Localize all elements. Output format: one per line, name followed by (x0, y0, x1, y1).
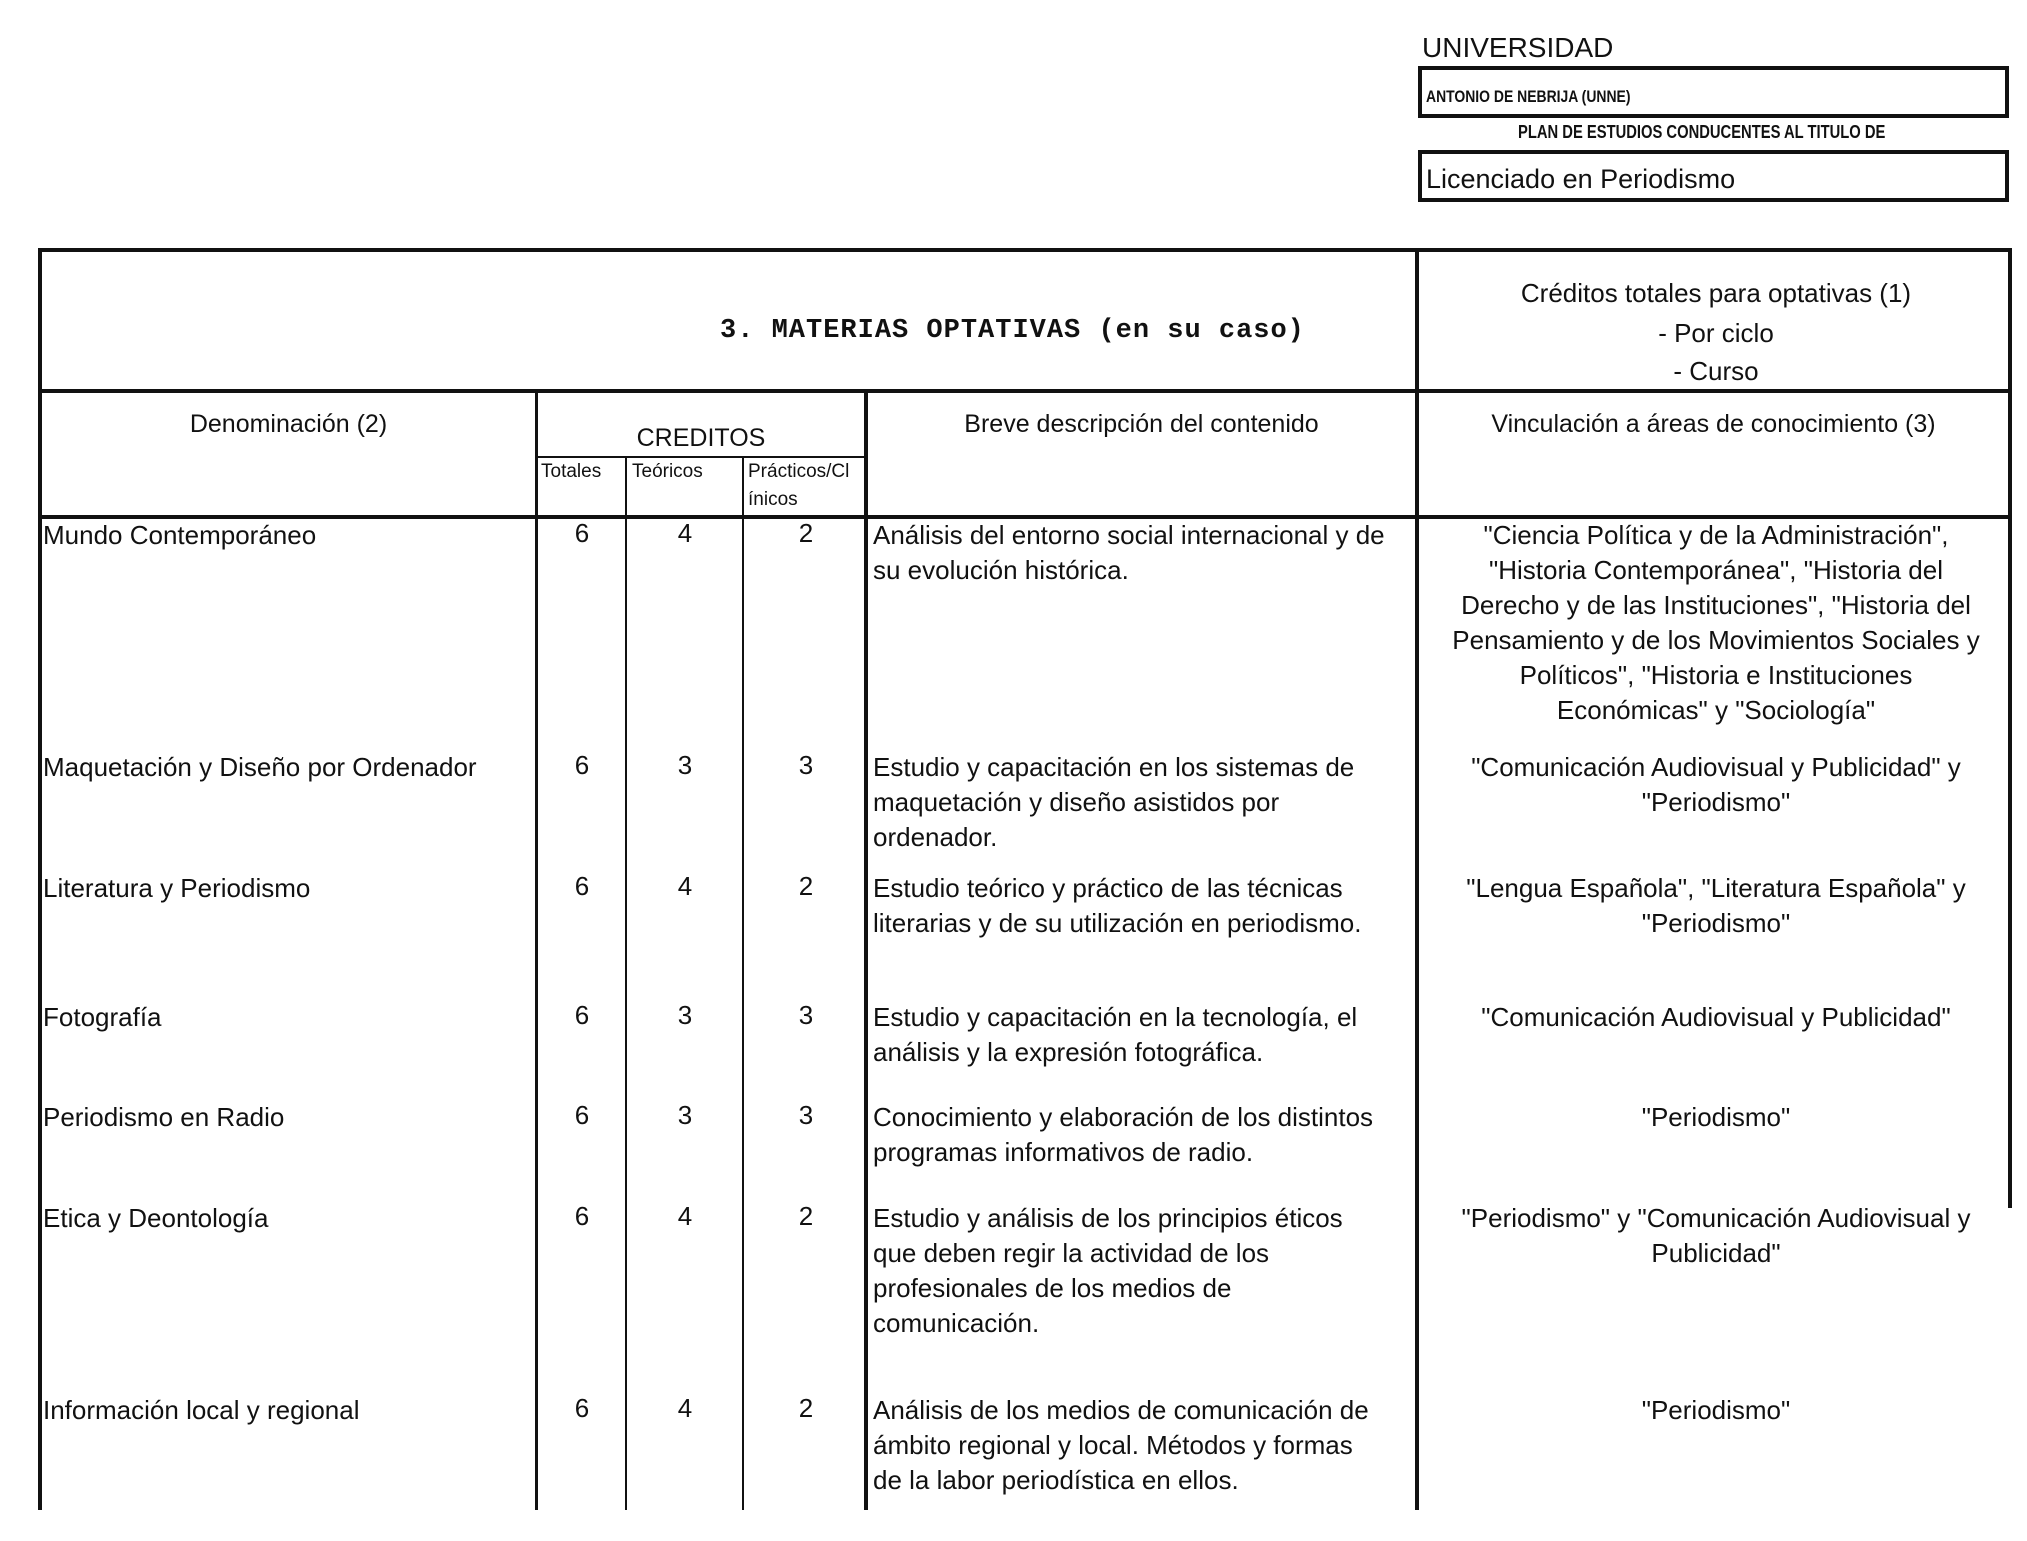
credits-practicos: 2 (798, 1201, 814, 1231)
description-line: su evolución histórica. (873, 555, 1129, 585)
area-line: "Periodismo" (1641, 908, 1791, 938)
plan-label: PLAN DE ESTUDIOS CONDUCENTES AL TITULO DE (1518, 122, 1886, 142)
content-description (873, 1000, 1423, 1070)
area-line: "Periodismo" (1641, 1102, 1791, 1132)
description-line: Análisis del entorno social internacional y de (873, 520, 1385, 550)
area-line: "Ciencia Política y de la Administración", (1483, 520, 1949, 550)
description-line: análisis y la expresión fotográfica. (873, 1037, 1264, 1067)
area-line: "Periodismo" y "Comunicación Audiovisual y (1461, 1203, 1971, 1233)
degree-title: Licenciado en Periodismo (1426, 164, 1736, 194)
university-label: UNIVERSIDAD (1422, 32, 1614, 63)
table-top-border (38, 248, 2012, 252)
description-line: Estudio teórico y práctico de las técnicas (873, 873, 1343, 903)
subject-name: Fotografía (43, 1002, 162, 1032)
area-line: "Periodismo" (1641, 1395, 1791, 1425)
description-line: ordenador. (873, 822, 998, 852)
credits-teoricos: 4 (677, 1201, 693, 1231)
description-line: Estudio y capacitación en los sistemas de (873, 752, 1355, 782)
column-divider-descripcion (864, 389, 868, 1510)
table-right-border (2008, 248, 2012, 1208)
description-line: ámbito regional y local. Métodos y formas (873, 1430, 1353, 1460)
header-denominacion: Denominación (2) (189, 410, 388, 438)
column-divider-totales (535, 389, 538, 1510)
column-divider-teoricos (625, 458, 627, 1510)
subject-name: Etica y Deontología (43, 1203, 269, 1233)
description-line: Análisis de los medios de comunicación de (873, 1395, 1369, 1425)
credits-practicos: 2 (798, 518, 814, 548)
area-line: Publicidad" (1651, 1238, 1781, 1268)
description-line: Estudio y capacitación en la tecnología, el (873, 1002, 1358, 1032)
subject-name: Información local y regional (43, 1395, 360, 1425)
area-line: "Comunicación Audiovisual y Publicidad" y (1471, 752, 1961, 782)
description-line: que deben regir la actividad de los (873, 1238, 1270, 1268)
subject-name: Literatura y Periodismo (43, 873, 311, 903)
optativas-por-ciclo: - Por ciclo (1658, 318, 1774, 348)
description-line: Estudio y análisis de los principios éticos (873, 1203, 1343, 1233)
header-practicos-cont: ínicos (748, 489, 798, 510)
university-name: ANTONIO DE NEBRIJA (UNNE) (1426, 87, 1631, 106)
university-name-box (1418, 66, 2009, 118)
description-line: Conocimiento y elaboración de los distintos (873, 1102, 1374, 1132)
credits-practicos: 3 (798, 1000, 814, 1030)
knowledge-areas (1424, 1000, 2008, 1035)
content-description (873, 750, 1423, 855)
content-description (873, 1393, 1423, 1498)
content-description (873, 1100, 1423, 1170)
creditos-divider (538, 456, 866, 458)
header-creditos: CREDITOS (636, 424, 766, 452)
credits-practicos: 2 (798, 1393, 814, 1423)
credits-practicos: 3 (798, 1100, 814, 1130)
header-descripcion: Breve descripción del contenido (964, 410, 1319, 438)
area-line: Económicas" y "Sociología" (1556, 695, 1876, 725)
area-line: Políticos", "Historia e Instituciones (1519, 660, 1913, 690)
credits-practicos: 3 (798, 750, 814, 780)
description-line: literarias y de su utilización en periodismo. (873, 908, 1362, 938)
knowledge-areas (1424, 750, 2008, 820)
credits-totales: 6 (574, 871, 590, 901)
credits-totales: 6 (574, 1000, 590, 1030)
description-line: comunicación. (873, 1308, 1040, 1338)
header-practicos: Prácticos/Cl (748, 461, 850, 482)
content-description (873, 518, 1423, 588)
area-line: "Periodismo" (1641, 787, 1791, 817)
optativas-credits-label: Créditos totales para optativas (1) (1520, 278, 1912, 308)
header-vinculacion: Vinculación a áreas de conocimiento (3) (1491, 410, 1936, 438)
credits-totales: 6 (574, 518, 590, 548)
header-teoricos: Teóricos (632, 461, 703, 482)
subject-name: Periodismo en Radio (43, 1102, 285, 1132)
knowledge-areas (1424, 1100, 2008, 1135)
description-line: programas informativos de radio. (873, 1137, 1254, 1167)
knowledge-areas (1424, 871, 2008, 941)
knowledge-areas (1424, 518, 2008, 728)
area-line: Derecho y de las Instituciones", "Historia del (1461, 590, 1971, 620)
optativas-curso: - Curso (1673, 356, 1759, 386)
credits-teoricos: 4 (677, 871, 693, 901)
column-divider-practicos (742, 458, 744, 1510)
credits-totales: 6 (574, 750, 590, 780)
content-description (873, 1201, 1423, 1341)
credits-teoricos: 4 (677, 518, 693, 548)
knowledge-areas (1424, 1201, 2008, 1271)
degree-box (1418, 150, 2009, 202)
area-line: Pensamiento y de los Movimientos Sociales y (1452, 625, 1980, 655)
section-title: 3. MATERIAS OPTATIVAS (en su caso) (720, 316, 1305, 346)
area-line: "Comunicación Audiovisual y Publicidad" (1481, 1002, 1951, 1032)
credits-practicos: 2 (798, 871, 814, 901)
content-description (873, 871, 1423, 941)
subject-name: Maquetación y Diseño por Ordenador (43, 752, 477, 782)
area-line: "Historia Contemporánea", "Historia del (1489, 555, 1943, 585)
credits-totales: 6 (574, 1201, 590, 1231)
description-line: de la labor periodística en ellos. (873, 1465, 1239, 1495)
header-totales: Totales (541, 461, 602, 482)
knowledge-areas (1424, 1393, 2008, 1428)
subject-name: Mundo Contemporáneo (43, 520, 317, 550)
area-line: "Lengua Española", "Literatura Española" y (1466, 873, 1966, 903)
credits-teoricos: 4 (677, 1393, 693, 1423)
title-divider (38, 389, 2012, 393)
credits-teoricos: 3 (677, 1000, 693, 1030)
description-line: profesionales de los medios de (873, 1273, 1232, 1303)
credits-teoricos: 3 (677, 1100, 693, 1130)
description-line: maquetación y diseño asistidos por (873, 787, 1280, 817)
credits-totales: 6 (574, 1100, 590, 1130)
credits-totales: 6 (574, 1393, 590, 1423)
credits-teoricos: 3 (677, 750, 693, 780)
